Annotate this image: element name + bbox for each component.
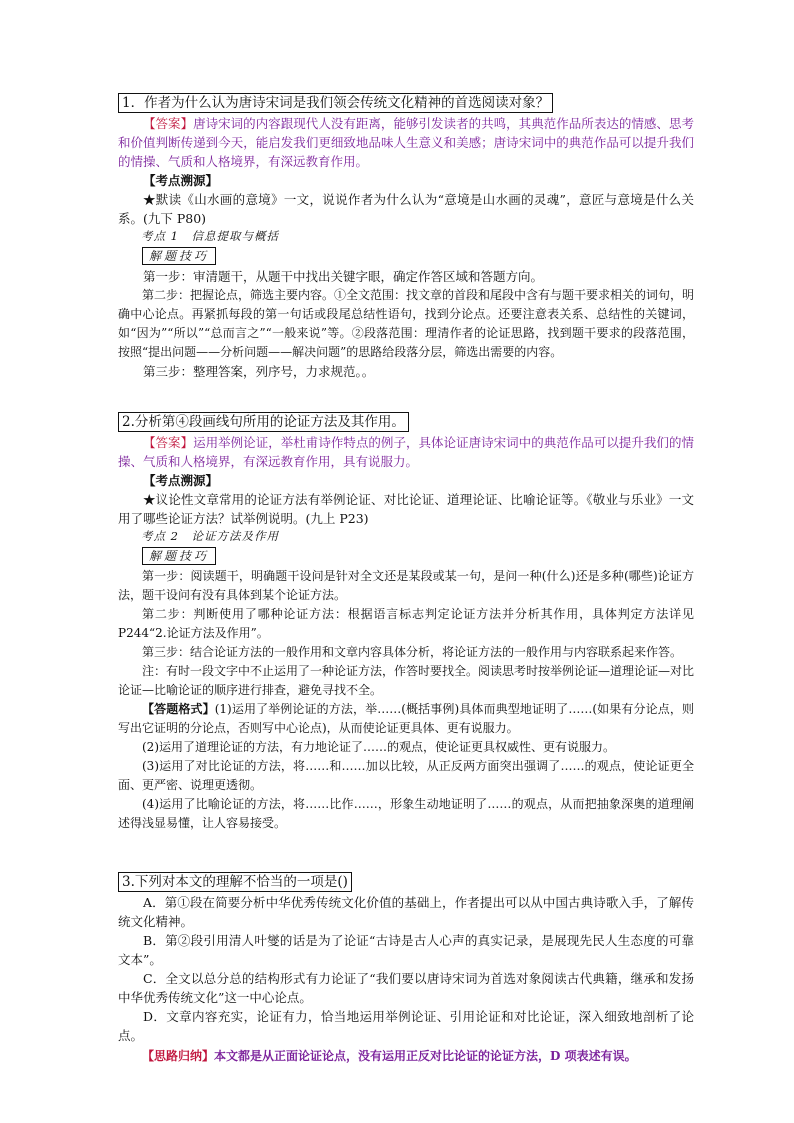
option-b: B．第②段引用清人叶燮的话是为了论证“古诗是古人心声的真实记录，是展现先民人生态度的可靠文本”。 — [118, 933, 694, 967]
format-1: 【答题格式】(1)运用了举例论证的方法，举……(概括事例)具体而典型地证明了……(如果有分论点，则写出它证明的分论点，否则写中心论点)，从而使论证更具体、更有说服力。 — [118, 702, 694, 735]
siju-text: 本文都是从正面论证论点，没有运用正反对比论证的论证方法，D 项表述有误。 — [214, 1049, 637, 1063]
answer-text: 唐诗宋词的内容跟现代人没有距离，能够引发读者的共鸣，其典范作品所表达的情感、思考和价值判断传递到今天，能启发我们更细致地品味人生意义和美感；唐诗宋词中的典范作品可以提升我们的情操、气质和人格境界，有深远教育作用。 — [118, 116, 694, 169]
question-2 — [118, 411, 694, 833]
question-1-answer — [118, 114, 694, 171]
answer-tag: 【答案】 — [143, 435, 194, 450]
kaodian-label: 考点 1 信息提取与概括 — [141, 229, 279, 243]
format-2: (2)运用了道理论证的方法，有力地论证了……的观点，使论证更具权威性、更有说服力。 — [142, 740, 616, 754]
source-label: 【考点溯源】 — [143, 473, 219, 488]
step-3: 第三步：整理答案，列序号，力求规范。。 — [143, 364, 375, 379]
option-c: C．全文以总分总的结构形式有力论证了“我们要以唐诗宋词为首选对象阅读古代典籍，继承和发扬中华优秀传统文化”这一中心论点。 — [118, 971, 694, 1005]
answer-text: 运用举例论证，举杜甫诗作特点的例子，具体论证唐诗宋词中的典范作品可以提升我们的情操、气质和人格境界，有深远教育作用，具有说服力。 — [118, 435, 694, 469]
answer-tag: 【答案】 — [143, 116, 194, 131]
question-3 — [118, 871, 694, 1066]
kaodian-label: 考点 2 论证方法及作用 — [141, 529, 279, 543]
format-3: (3)运用了对比论证的方法，将……和……加以比较，从正反两方面突出强调了……的观点，使论证更全面、更严密、说理更透彻。 — [118, 759, 694, 792]
step-1: 第一步：审清题干，从题干中找出关键字眼，确定作答区域和答题方向。 — [143, 269, 544, 284]
format-tag: 【答题格式】 — [142, 702, 215, 716]
option-a: A．第①段在简要分析中华优秀传统文化价值的基础上，作者提出可以从中国古典诗歌入手，了解传统文化精神。 — [118, 895, 694, 929]
question-3-title: 3.下列对本文的理解不恰当的一项是() — [118, 872, 352, 892]
step-1: 第一步：阅读题干，明确题干设问是针对全文还是某段或某一句，是问一种(什么)还是多种(哪些)论证方法，题干设问有没有具体到某个论证方法。 — [118, 569, 694, 602]
source-label: 【考点溯源】 — [143, 173, 219, 188]
step-2: 第二步：判断使用了哪种论证方法：根据语言标志判定论证方法并分析其作用，具体判定方法详见 P244“2.论证方法及作用”。 — [118, 607, 694, 640]
siju-summary — [118, 1047, 694, 1066]
step-2: 第二步：把握论点，筛选主要内容。①全文范围：找文章的首段和尾段中含有与题干要求相关的词句，明确中心论点。再紧抓每段的第一句话或段尾总结性语句，找到分论点。还要注意表关系、总结性的关键词，如“因为”“所以”“总而言之”“一般来说”等。②段落范围：理清作者的论证思路，找到题干要求的段落范围，按照“提出问题——分析问题——解决问题”的思路给段落分层，筛选出需要的内容。 — [118, 288, 695, 359]
option-d: D．文章内容充实，论证有力，恰当地运用举例论证、引用论证和对比论证，深入细致地剖析了论点。 — [118, 1009, 694, 1043]
question-1-title: 1．作者为什么认为唐诗宋词是我们领会传统文化精神的首选阅读对象？ — [118, 93, 553, 113]
source-text: ★议论性文章常用的论证方法有举例论证、对比论证、道理论证、比喻论证等。《敬业与乐业》一文用了哪些论证方法？试举例说明。(九上 P23) — [118, 492, 694, 526]
siju-tag: 【思路归纳】 — [142, 1049, 215, 1063]
question-2-answer — [118, 433, 694, 471]
jieti-box: 解题技巧 — [142, 247, 216, 265]
document-page — [118, 92, 694, 1066]
jieti-box: 解题技巧 — [142, 547, 216, 565]
question-1 — [118, 92, 694, 381]
question-2-title: 2.分析第④段画线句所用的论证方法及其作用。 — [118, 412, 409, 432]
note: 注：有时一段文字中不止运用了一种论证方法，作答时要找全。阅读思考时按举例论证—道理论证—对比论证—比喻论证的顺序进行排查，避免寻找不全。 — [118, 664, 695, 697]
format-4: (4)运用了比喻论证的方法，将……比作……，形象生动地证明了……的观点，从而把抽象深奥的道理阐述得浅显易懂，让人容易接受。 — [118, 797, 694, 830]
source-text: ★默读《山水画的意境》一文，说说作者为什么认为“意境是山水画的灵魂”，意匠与意境是什么关系。(九下 P80) — [118, 192, 694, 226]
step-3: 第三步：结合论证方法的一般作用和文章内容具体分析，将论证方法的一般作用与内容联系起来作答。 — [142, 645, 683, 659]
